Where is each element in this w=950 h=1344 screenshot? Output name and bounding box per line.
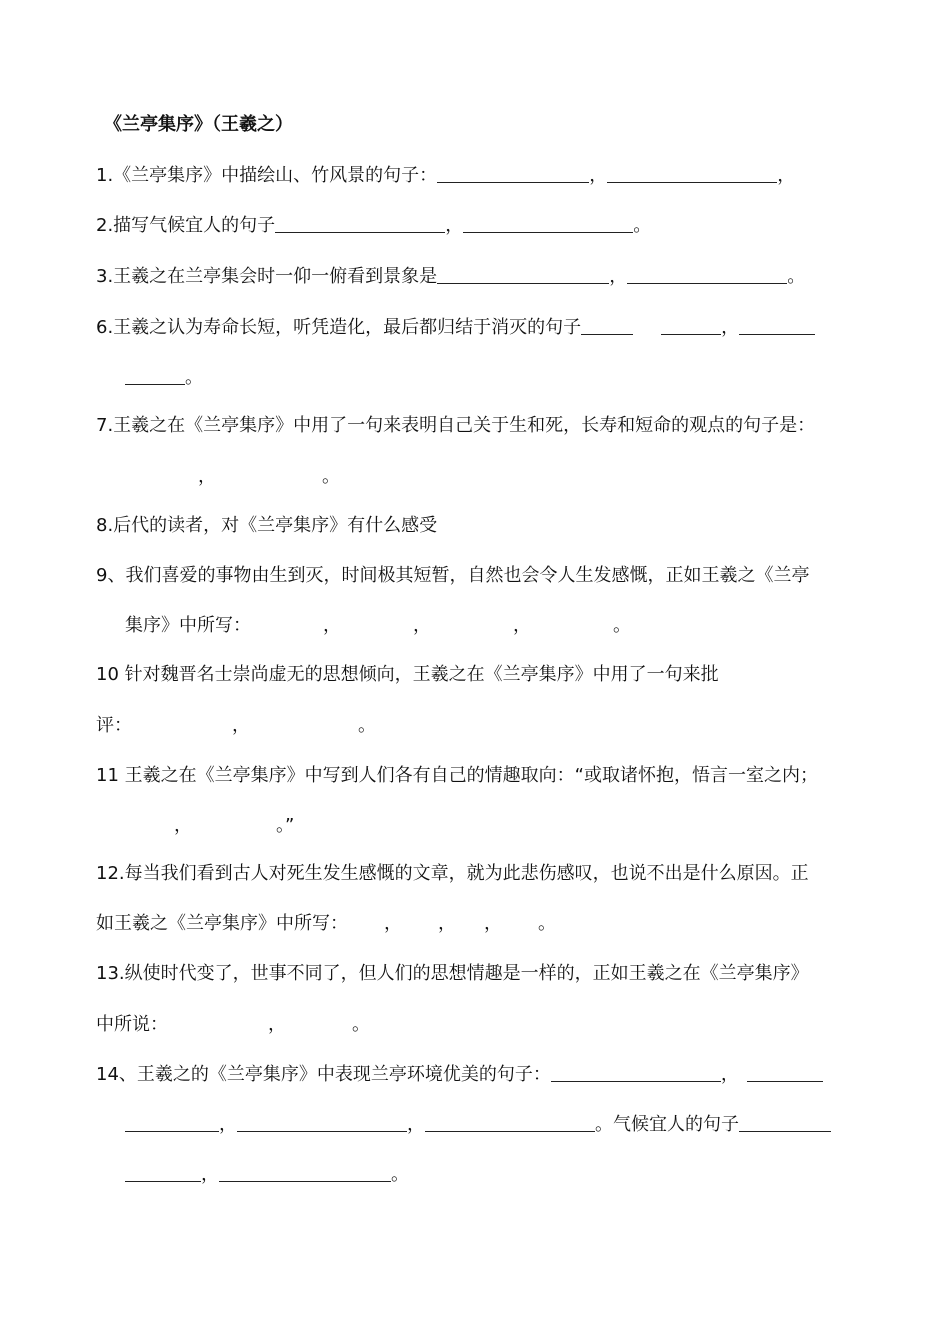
question-12-text: 12.每当我们看到古人对死生发生感慨的文章，就为此悲伤感叹，也说不出是什么原因。正 <box>96 863 809 884</box>
separator: ， <box>777 165 796 186</box>
answer-blank[interactable] <box>607 164 777 183</box>
separator: 。 <box>322 466 340 487</box>
question-13-continued <box>96 1013 370 1037</box>
separator: ， <box>407 1114 425 1135</box>
separator: 。” <box>276 815 295 836</box>
answer-blank[interactable] <box>275 214 445 233</box>
page-title: 《兰亭集序》（王羲之） <box>104 114 293 135</box>
separator: 。 <box>538 913 556 934</box>
question-3 <box>96 265 805 289</box>
separator: 。 <box>185 367 203 388</box>
question-10-text: 10 针对魏晋名士崇尚虚无的思想倾向，王羲之在《兰亭集序》中用了一句来批 <box>96 664 719 685</box>
separator: ， <box>720 1064 739 1085</box>
question-7-answer-line <box>198 465 340 489</box>
separator: 。 <box>787 266 806 287</box>
question-14 <box>96 1063 823 1087</box>
separator: ， <box>323 615 341 636</box>
question-13-text-2: 中所说： <box>96 1014 168 1035</box>
question-11 <box>96 764 818 788</box>
question-8 <box>96 514 437 538</box>
separator: ， <box>484 913 502 934</box>
question-7 <box>96 414 815 438</box>
separator: ， <box>721 317 740 338</box>
question-2 <box>96 214 651 238</box>
question-10 <box>96 663 719 687</box>
answer-blank[interactable] <box>581 316 633 335</box>
separator: ， <box>438 913 456 934</box>
question-14-continued-2 <box>125 1163 409 1187</box>
separator: ， <box>384 913 402 934</box>
question-6-continued <box>125 366 203 390</box>
question-13-text: 13.纵使时代变了，世事不同了，但人们的思想情趣是一样的，正如王羲之在《兰亭集序》 <box>96 963 809 984</box>
question-14-text: 14、王羲之的《兰亭集序》中表现兰亭环境优美的句子： <box>96 1064 551 1085</box>
question-3-text: 3.王羲之在兰亭集会时一仰一俯看到景象是 <box>96 266 438 287</box>
answer-blank[interactable] <box>463 214 633 233</box>
question-1 <box>96 164 795 188</box>
answer-blank[interactable] <box>425 1113 595 1132</box>
separator: ， <box>413 615 431 636</box>
separator: ， <box>232 715 250 736</box>
answer-blank[interactable] <box>219 1163 391 1182</box>
answer-blank[interactable] <box>437 265 609 284</box>
answer-blank[interactable] <box>237 1113 407 1132</box>
question-9-continued <box>125 614 631 638</box>
question-12-text-2: 如王羲之《兰亭集序》中所写： <box>96 913 348 934</box>
question-12-continued <box>96 912 556 936</box>
answer-blank[interactable] <box>747 1063 823 1082</box>
question-14-mid-text: 。气候宜人的句子 <box>595 1114 739 1135</box>
question-7-text: 7.王羲之在《兰亭集序》中用了一句来表明自己关于生和死，长寿和短命的观点的句子是： <box>96 415 816 436</box>
question-6 <box>96 316 815 340</box>
question-11-answer-line <box>174 814 294 838</box>
question-2-text: 2.描写气候宜人的句子 <box>96 215 276 236</box>
separator: ， <box>445 215 464 236</box>
separator: 。 <box>613 615 631 636</box>
answer-blank[interactable] <box>125 1113 219 1132</box>
question-10-text-2: 评： <box>96 715 132 736</box>
separator: 。 <box>352 1014 370 1035</box>
separator: ， <box>198 466 216 487</box>
question-13 <box>96 962 809 986</box>
question-10-continued <box>96 714 376 738</box>
separator: 。 <box>391 1164 409 1185</box>
separator: ， <box>609 266 628 287</box>
separator: ， <box>174 815 192 836</box>
question-14-continued <box>125 1113 831 1137</box>
answer-blank[interactable] <box>437 164 589 183</box>
question-8-text: 8.后代的读者，对《兰亭集序》有什么感受 <box>96 515 438 536</box>
answer-blank[interactable] <box>125 1163 201 1182</box>
answer-blank[interactable] <box>739 1113 831 1132</box>
answer-blank[interactable] <box>627 265 787 284</box>
question-12 <box>96 862 809 886</box>
separator: ， <box>219 1114 237 1135</box>
answer-blank[interactable] <box>551 1063 721 1082</box>
separator: 。 <box>633 215 652 236</box>
question-1-text: 1.《兰亭集序》中描绘山、竹风景的句子： <box>96 165 438 186</box>
answer-blank[interactable] <box>739 316 815 335</box>
separator: ， <box>268 1014 286 1035</box>
question-11-text: 11 王羲之在《兰亭集序》中写到人们各有自己的情趣取向：“或取诸怀抱，悟言一室之内； <box>96 765 818 786</box>
question-9-text: 9、我们喜爱的事物由生到灭，时间极其短暂，自然也会令人生发感慨，正如王羲之《兰亭 <box>96 565 810 586</box>
question-6-text: 6.王羲之认为寿命长短，听凭造化，最后都归结于消灭的句子 <box>96 317 582 338</box>
question-9 <box>96 564 809 588</box>
answer-blank[interactable] <box>125 366 185 385</box>
answer-blank[interactable] <box>661 316 721 335</box>
separator: 。 <box>358 715 376 736</box>
question-9-text-2: 集序》中所写： <box>125 615 251 636</box>
separator: ， <box>589 165 608 186</box>
separator: ， <box>201 1164 219 1185</box>
separator: ， <box>513 615 531 636</box>
